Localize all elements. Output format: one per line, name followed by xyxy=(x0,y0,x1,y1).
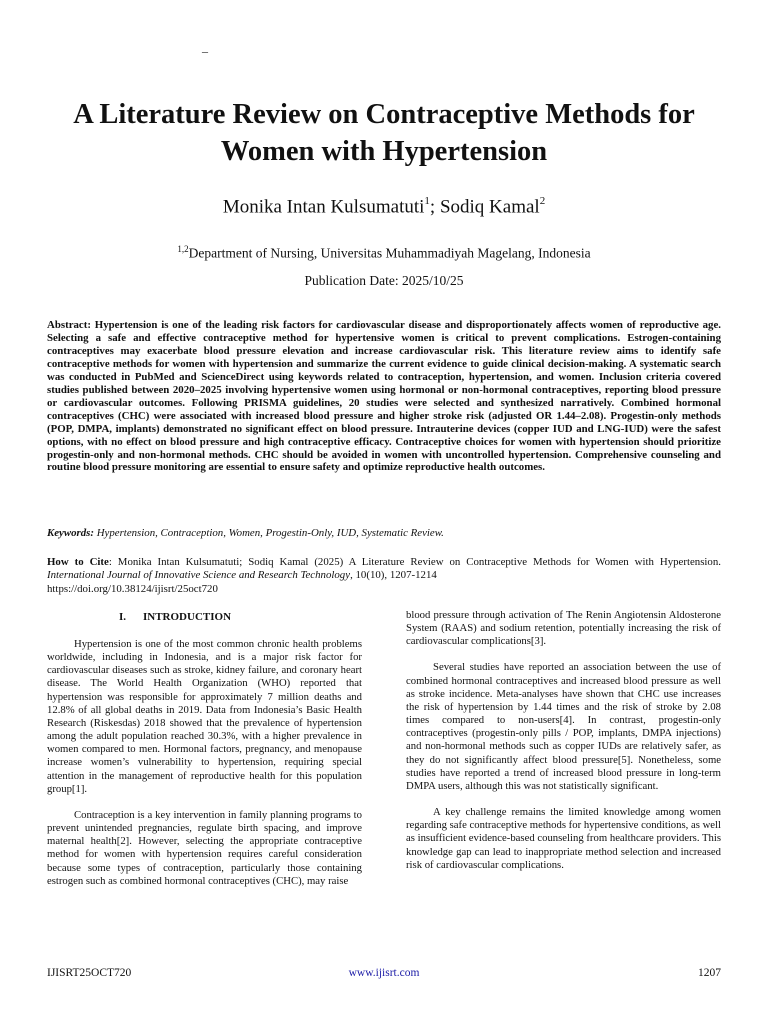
author-separator: ; xyxy=(429,196,440,218)
journal-name: International Journal of Innovative Science and Research Technology xyxy=(47,569,351,582)
how-to-cite xyxy=(47,556,721,596)
affiliation-text: Department of Nursing, Universitas Muhammadiyah Magelang, Indonesia xyxy=(188,245,591,261)
author-name: Sodiq Kamal xyxy=(439,196,540,218)
left-column xyxy=(47,609,362,901)
author-name: Monika Intan Kulsumatuti xyxy=(222,196,425,218)
body-paragraph: blood pressure through activation of The Renin Angiotensin Aldosterone System (RAAS) and sodium retention, potentially increasing the risk of cardiovascular complications[3]. xyxy=(406,609,721,648)
author-affiliation-mark: 2 xyxy=(539,195,546,207)
right-column xyxy=(406,609,721,885)
section-number: I. xyxy=(119,611,127,623)
page-footer xyxy=(47,966,721,980)
page-number: 1207 xyxy=(698,967,721,979)
publication-date: Publication Date: 2025/10/25 xyxy=(304,273,464,288)
citation-volume: , 10(10), 1207-1214 xyxy=(350,569,437,582)
affiliation-mark: 1,2 xyxy=(177,244,189,254)
body-paragraph: Contraception is a key intervention in family planning programs to prevent unintended pregnancies, regulate birth spacing, and improve maternal health[2]. However, selecting the appropriate contraceptive method for women with hypertension requires careful consideration because some types of contraception, particularly those containing estrogen such as combined hormonal contraceptives (CHC), may raise xyxy=(47,808,362,887)
body-paragraph: A key challenge remains the limited knowledge among women regarding safe contraceptive methods for hypertensive conditions, as well as insufficient evidence-based counseling from healthcare providers. This knowledge gap can lead to inappropriate method selection and increased risk of cardiovascular complications. xyxy=(406,806,721,871)
section-heading xyxy=(47,611,362,624)
citation-text: : Monika Intan Kulsumatuti; Sodiq Kamal (2025) A Literature Review on Contraceptive Methods for Women with Hypertension. xyxy=(108,556,721,568)
header-mark: _ xyxy=(202,40,208,54)
journal-website-link[interactable]: www.ijisrt.com xyxy=(348,967,420,979)
paper-id: IJISRT25OCT720 xyxy=(47,967,132,979)
abstract: Abstract: Hypertension is one of the leading risk factors for cardiovascular disease and disproportionately affects women of reproductive age. Selecting a safe and effective contraceptive method for hypertensive women is critical to prevent complications. Estrogen-containing contraceptives may exacerbate blood pressure elevation and increase cardiovascular risk. This literature review aims to identify safe contraceptive methods for women with hypertension and summarize the current evidence to guide clinical decision-making. A systematic search was conducted in PubMed and ScienceDirect using keywords related to contraception, hypertension, and women. Inclusion criteria covered studies published between 2020–2025 involving hypertensive women using hormonal or non-hormonal contraceptives, reporting blood pressure or cardiovascular outcomes. Following PRISMA guidelines, 20 studies were selected and synthesized narratively. Combined hormonal contraceptives (CHC) were associated with increased blood pressure and higher stroke risk (adjusted OR 1.44–2.08). Progestin-only methods (POP, DMPA, implants) demonstrated no significant effect on blood pressure. Intrauterine devices (copper IUD and LNG-IUD) were the safest options, with no effect on blood pressure and high contraceptive efficacy. Contraceptive choices for women with hypertension should prioritize progestin-only and non-hormonal methods. CHC should be avoided in women with uncontrolled hypertension. Comprehensive counseling and routine blood pressure monitoring are essential to ensure safety and optimize reproductive health outcomes. xyxy=(47,319,721,474)
author-line xyxy=(0,190,768,219)
section-title: INTRODUCTION xyxy=(143,611,232,623)
body-paragraph: Several studies have reported an association between the use of combined hormonal contraceptives and increased blood pressure as well as stroke incidence. Meta-analyses have shown that CHC use increases the risk of hypertension by 1.44 times and the risk of stroke by 2.08 times compared to non-users[4]. In contrast, progestin-only contraceptives (progestin-only pills / POP, implants, DMPA injections) and non-hormonal methods such as copper IUDs are relatively safer, as they do not significantly affect blood pressure[5]. Nonetheless, some studies have reported a trend of increased blood pressure in long-term DMPA users, although this was not statistically significant. xyxy=(406,661,721,792)
author-affiliation-mark: 1 xyxy=(424,195,430,207)
keywords-text: Hypertension, Contraception, Women, Progestin-Only, IUD, Systematic Review. xyxy=(94,527,444,539)
affiliation xyxy=(0,240,768,263)
keywords xyxy=(47,527,721,540)
how-to-cite-label: How to Cite xyxy=(47,556,109,568)
body-paragraph: Hypertension is one of the most common chronic health problems worldwide, including in Indonesia, and is a major risk factor for cardiovascular diseases such as stroke, kidney failure, and coronary heart disease. The World Health Organization (WHO) reported that hypertension was responsible for approximately 7 million deaths and 12.8% of all global deaths in 2019. Data from Indonesia’s Basic Health Research (Riskesdas) 2018 showed that the prevalence of hypertension among the adult population reached 30.3%, with a higher prevalence in women compared to men. Hormonal factors, pregnancy, and menopause increase women’s vulnerability to hypertension, requiring special attention in the management of reproductive health for this population group[1]. xyxy=(47,638,362,795)
keywords-label: Keywords: xyxy=(47,527,94,539)
doi-link[interactable]: https://doi.org/10.38124/ijisrt/25oct720 xyxy=(47,582,218,595)
paper-title: A Literature Review on Contraceptive Methods for Women with Hypertension xyxy=(73,99,695,167)
